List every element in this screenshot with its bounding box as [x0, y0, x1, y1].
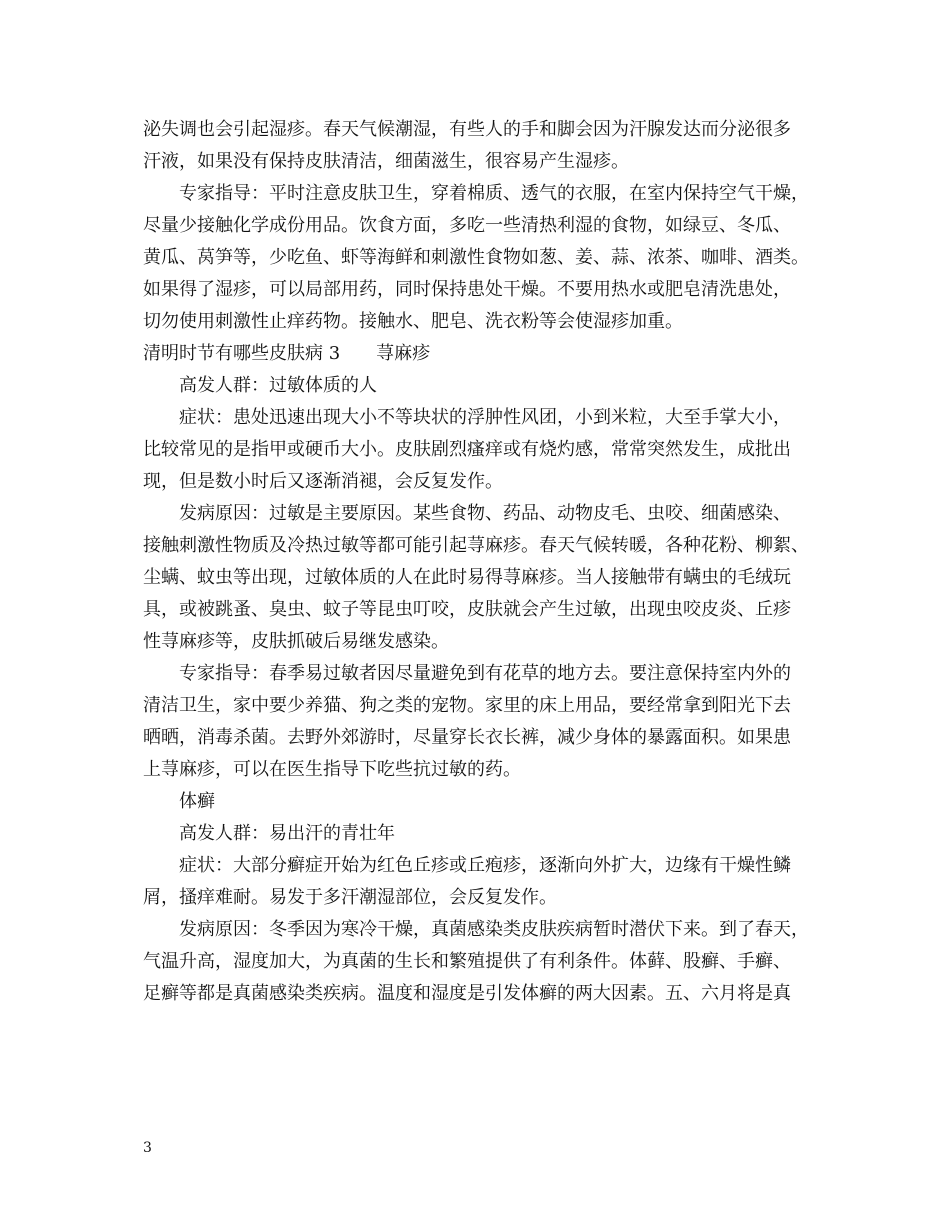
text-line: 晒晒，消毒杀菌。去野外郊游时，尽量穿长衣长裤，减少身体的暴露面积。如果患 — [143, 727, 791, 748]
text-line: 尘螨、蚊虫等出现，过敏体质的人在此时易得荨麻疹。当人接触带有螨虫的毛绒玩 — [143, 567, 791, 588]
text-line: 高发人群：过敏体质的人 — [179, 375, 377, 396]
text-line: 气温升高，湿度加大，为真菌的生长和繁殖提供了有利条件。体藓、股癣、手癣、 — [143, 951, 791, 972]
document-body — [143, 114, 843, 1010]
text-line: 比较常见的是指甲或硬币大小。皮肤剧烈瘙痒或有烧灼感，常常突然发生，成批出 — [143, 439, 791, 460]
text-line: 发病原因：过敏是主要原因。某些食物、药品、动物皮毛、虫咬、细菌感染、 — [179, 503, 791, 524]
text-line: 切勿使用刺激性止痒药物。接触水、肥皂、洗衣粉等会使湿疹加重。 — [143, 311, 683, 332]
text-line: 泌失调也会引起湿疹。春天气候潮湿，有些人的手和脚会因为汗腺发达而分泌很多 — [143, 119, 791, 140]
subsection-title: 体癣 — [179, 791, 215, 812]
text-line: 上荨麻疹，可以在医生指导下吃些抗过敏的药。 — [143, 759, 521, 780]
text-line: 接触刺激性物质及冷热过敏等都可能引起荨麻疹。春天气候转暖，各种花粉、柳絮、 — [143, 535, 809, 556]
text-line: 性荨麻疹等，皮肤抓破后易继发感染。 — [143, 631, 449, 652]
text-line: 专家指导：春季易过敏者因尽量避免到有花草的地方去。要注意保持室内外的 — [179, 663, 791, 684]
text-line: 尽量少接触化学成份用品。饮食方面，多吃一些清热利湿的食物，如绿豆、冬瓜、 — [143, 215, 791, 236]
text-line: 专家指导：平时注意皮肤卫生，穿着棉质、透气的衣服，在室内保持空气干燥， — [179, 183, 809, 204]
text-line: 清洁卫生，家中要少养猫、狗之类的宠物。家里的床上用品，要经常拿到阳光下去 — [143, 695, 791, 716]
text-line: 高发人群：易出汗的青壮年 — [179, 823, 395, 844]
text-line: 症状：大部分癣症开始为红色丘疹或丘疱疹，逐渐向外扩大，边缘有干燥性鳞 — [179, 855, 791, 876]
text-line: 黄瓜、莴笋等，少吃鱼、虾等海鲜和刺激性食物如葱、姜、蒜、浓茶、咖啡、酒类。 — [143, 247, 809, 268]
page-number: 3 — [143, 1140, 152, 1156]
text-line: 汗液，如果没有保持皮肤清洁，细菌滋生，很容易产生湿疹。 — [143, 151, 629, 172]
text-line: 症状：患处迅速出现大小不等块状的浮肿性风团，小到米粒，大至手掌大小， — [179, 407, 791, 428]
text-line: 发病原因：冬季因为寒冷干燥，真菌感染类皮肤疾病暂时潜伏下来。到了春天， — [179, 919, 809, 940]
text-line: 屑，搔痒难耐。易发于多汗潮湿部位，会反复发作。 — [143, 887, 557, 908]
text-line: 足癣等都是真菌感染类疾病。温度和湿度是引发体癣的两大因素。五、六月将是真 — [143, 983, 791, 1004]
text-line: 具，或被跳蚤、臭虫、蚊子等昆虫叮咬，皮肤就会产生过敏，出现虫咬皮炎、丘疹 — [143, 599, 791, 620]
text-line: 如果得了湿疹，可以局部用药，同时保持患处干燥。不要用热水或肥皂清洗患处， — [143, 279, 791, 300]
text-line: 现，但是数小时后又逐渐消褪，会反复发作。 — [143, 471, 503, 492]
section-heading: 清明时节有哪些皮肤病 3 荨麻疹 — [143, 343, 431, 364]
